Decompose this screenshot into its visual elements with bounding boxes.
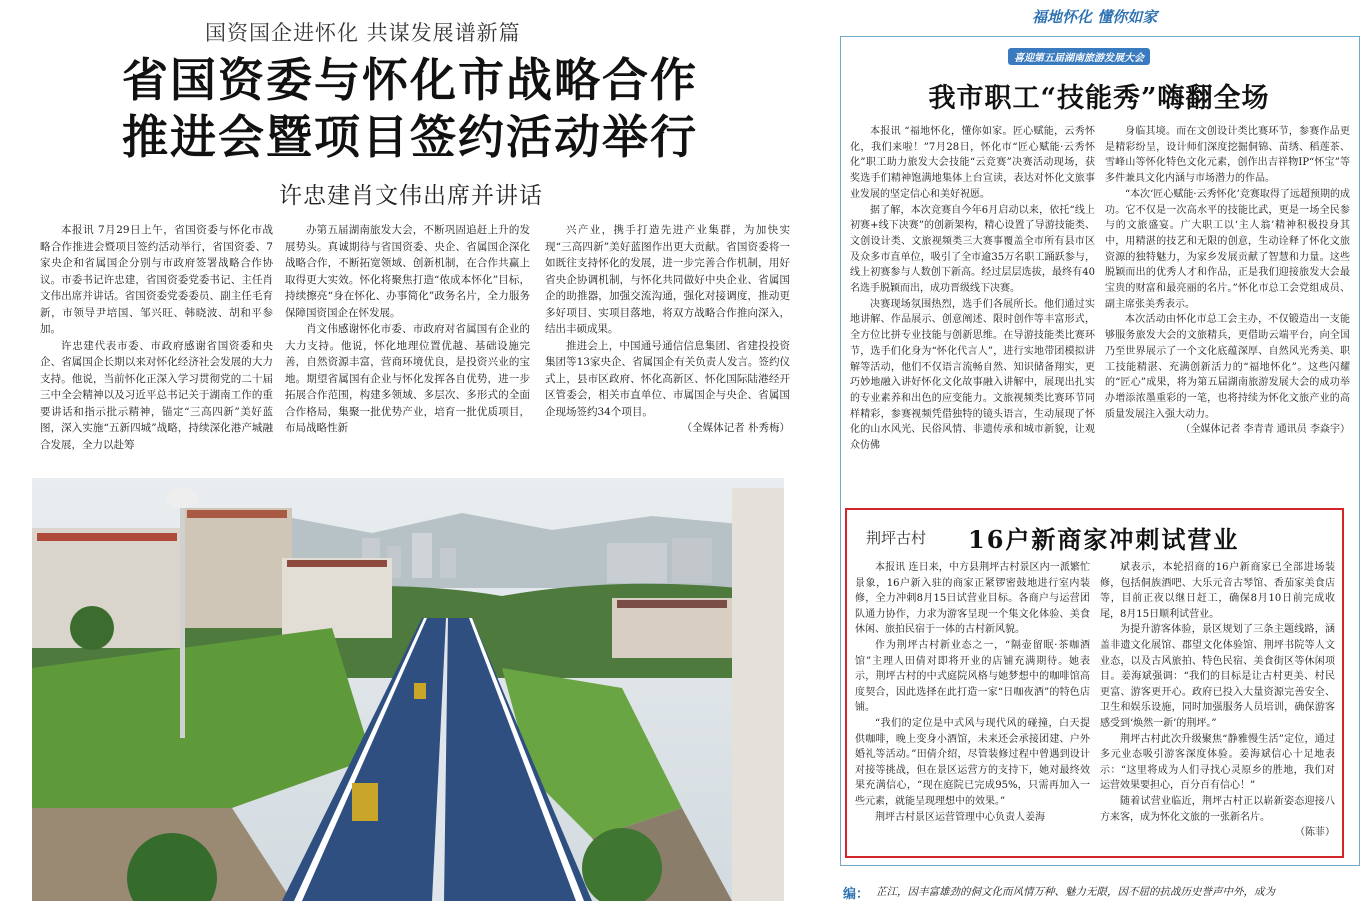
right-headline: 我市职工“技能秀”嗨翻全场 <box>928 83 1270 114</box>
paragraph: 决赛现场氛围热烈，选手们各展所长。他们通过实地讲解、作品展示、创意阐述、限时创作等丰富形式，全方位比拼专业技能与创新思维。在导游技能类比赛环节，选手们化身为“怀化代言人”，进行实地带团模拟讲解等活动，他们不仅语言流畅自然、知识储备翔实，更巧妙地融入讲好怀化文化故事融入讲解中，展现出扎实的专业素养和出色的应变能力。文旅视频类比赛环节同样精彩，参赛视频凭借独特的镜头语言，生动展现了怀化的山水风光、民俗风情、非遗传承和城市新貌，让观众仿佛 <box>850 298 1095 452</box>
paragraph: 随着试营业临近，荆坪古村正以崭新姿态迎接八方来客，成为怀化文旅的一张新名片。 <box>1100 795 1335 823</box>
paragraph: 据了解，本次竞赛自今年6月启动以来，依托“线上初赛+线下决赛”的创新架构，精心设置了导游技能类、文创设计类、文旅视频类三大赛事覆盖全市所有县市区及众多市直单位，吸引了全市逾35万名职工踊跃参与，线上初赛参与人数创下新高。经过层层选拔，最终有40名选手脱颖而出，成功晋级线下决赛。 <box>850 204 1095 295</box>
paragraph: 荆坪古村景区运营管理中心负责人姜海 <box>875 811 1045 823</box>
paragraph: 作为荆坪古村新业态之一，“隔壶留眠·茶咖酒馆”主理人田倩对即将开业的店铺充满期待。她表示，荆坪古村的中式庭院风格与她梦想中的咖啡馆高度契合，因此选择在此打造一家“日咖夜酒”的特色店铺。 <box>855 639 1090 714</box>
box-title: 16户新商家冲刺试营业 <box>968 525 1240 554</box>
article-subhead: 许忠建肖文伟出席并讲话 <box>279 183 543 209</box>
box-place: 荆坪古村 <box>866 529 927 547</box>
headline-line-1: 省国资委与怀化市战略合作 <box>122 53 698 107</box>
paragraph: 肖文伟感谢怀化市委、市政府对省属国有企业的大力支持。他说，怀化地理位置优越、基础设施完善，自然资源丰富，营商环境优良，是投资兴业的宝地。期望省属国有企业与怀化发挥各自优势，进一步拓展合作范围，构建多领域、多层次、多形式的全面合作格局，集聚一批优势产业，培育一批优质项目，布局战略性新 <box>285 323 530 434</box>
paragraph: 推进会上，中国通号通信信息集团、省建投投资集团等13家央企、省属国企有关负责人发言。签约仪式上，县市区政府、怀化高新区、怀化国际陆港经开区管委会，相关市直单位、市属国企与央企、省属国企现场签约34个项目。 <box>545 339 790 418</box>
right-column-1 <box>850 124 1095 454</box>
paragraph: 兴产业，携手打造先进产业集群，为加快实现“三高四新”美好蓝图作出更大贡献。省国资委将一如既往支持怀化的发展，进一步完善合作机制，用好省央企协调机制，与怀化共同做好中央企业、省属国企的助推器，加强交流沟通，强化对接调度，推动更多好项目、实项目落地，将双方战略合作推向深入，结出丰硕成果。 <box>545 224 790 335</box>
photo-illustration <box>32 478 784 901</box>
paragraph: “本次‘匠心赋能·云秀怀化’竞赛取得了远超预期的成功。它不仅是一次高水平的技能比武，更是一场全民参与的文旅盛宴。广大职工以‘主人翁’精神积极投身其中，用精湛的技艺和无限的创意，生动诠释了怀化文旅资源的独特魅力，为家乡发展贡献了智慧和力量。这些脱颖而出的优秀人才和作品，正是我们迎接旅发大会最宝贵的财富和最亮丽的名片。”怀化市总工会党组成员、副主席张美秀表示。 <box>1105 188 1350 310</box>
paragraph: 办第五届湖南旅发大会，不断巩固追赶上升的发展势头。真诚期待与省国资委、央企、省属国企深化战略合作，不断拓宽领域、创新机制，在合作共赢上取得更大实效。怀化将聚焦打造“侬成本怀化”目标，持续擦亮“身在怀化、办事简化”政务名片，全力服务保障国资国企在怀发展。 <box>285 224 530 319</box>
aerial-road-photo <box>32 478 784 901</box>
bottom-strip-label: 编： <box>843 887 870 902</box>
banner-event-name: 喜迎第五届湖南旅游发展大会 <box>1008 48 1150 65</box>
paragraph: 本报讯 7月29日上午，省国资委与怀化市战略合作推进会暨项目签约活动举行，省国资委、7家央企和省属国企分别与市政府签署战略合作协议。市委书记许忠建，省国资委党委书记、主任肖文伟出席并讲话。省国资委党委委员、副主任毛育新，市领导尹培国、邹兴旺、韩晓波、胡和平参加。 <box>40 224 273 335</box>
article-column-3 <box>545 222 790 437</box>
article-column-1 <box>40 222 273 453</box>
article-kicker: 国资国企进怀化 共谋发展谱新篇 <box>205 21 521 45</box>
article-credit: （全媒体记者 李青青 通讯员 李焱宇） <box>1180 424 1350 436</box>
paragraph: 本报讯 连日来，中方县荆坪古村景区内一派繁忙景象，16户新入驻的商家正紧锣密鼓地进行室内装修，全力冲刺8月15日试营业目标。各商户与运营团队通力协作，力求为游客呈现一个集文化体验、美食休闲、旅拍民宿于一体的古村新风貌。 <box>855 562 1090 636</box>
paragraph: 本报讯 “福地怀化，懂你如家。匠心赋能，云秀怀化，我们来啦！”7月28日，怀化市“匠心赋能·云秀怀化”职工助力旅发大会技能“云竞赛”决赛活动现场，获奖选手们精神饱满地集体上台宣读，表达对怀化文旅事业发展的坚定信心和美好祝愿。 <box>850 126 1095 200</box>
banner-slogan: 福地怀化 懂你如家 <box>1032 8 1158 26</box>
paragraph: 本次活动由怀化市总工会主办，不仅锻造出一支能够服务旅发大会的文旅精兵，更借助云端平台，向全国乃至世界展示了一个文化底蕴深厚、自然风光秀美、职工技能精湛、充满创新活力的“福地怀化”。这些闪耀的“匠心”成果，将为第五届湖南旅游发展大会的成功举办增添浓墨重彩的一笔，也将持续为怀化文旅产业的高质量发展注入强大动力。 <box>1105 314 1350 420</box>
box-column-1 <box>855 560 1090 825</box>
article-credit: （陈菲） <box>1295 827 1335 839</box>
paragraph: 许忠建代表市委、市政府感谢省国资委和央企、省属国企长期以来对怀化经济社会发展的大力支持。他说，当前怀化正深入学习贯彻党的二十届三中全会精神以及习近平总书记关于湖南工作的重要讲话和指示批示精神，锚定“三高四新”美好蓝图，深入实施“五新四城”战略，持续深化港产城融合发展，全力以赴筹 <box>40 339 273 451</box>
paragraph: 为提升游客体验，景区规划了三条主题线路，涵盖非遗文化展馆、郡望文化体验馆、荆坪书院等人文业态，以及古风旅拍、特色民宿、美食街区等休闲项目。姜海斌强调：“我们的目标是让古村更美、村民更富、游客更开心。政府已投入大量资源完善安全、卫生和娱乐设施，同时加强服务人员培训，确保游客感受到‘焕然一新’的荆坪。” <box>1100 624 1335 729</box>
box-column-2 <box>1100 560 1335 841</box>
article-credit: （全媒体记者 朴秀梅） <box>681 422 790 434</box>
headline-line-2: 推进会暨项目签约活动举行 <box>122 110 698 164</box>
bottom-strip-text: 芷江，因丰富雄劲的侗文化而风情万种、魅力无限，因不屈的抗战历史誉声中外，成为 <box>876 886 1275 898</box>
article-column-2 <box>285 222 530 437</box>
paragraph: 荆坪古村此次升级聚焦“静雅慢生活”定位，通过多元业态吸引游客深度体验。姜海斌信心十足地表示：“这里将成为人们寻找心灵原乡的胜地，我们对运营效果要担心，百分百有信心！” <box>1100 733 1335 792</box>
paragraph: 身临其境。而在文创设计类比赛环节，参赛作品更是精彩纷呈，设计师们深度挖掘侗锦、苗绣、稻莲茶、雪峰山等怀化特色文化元素，创作出吉祥物IP“怀宝”等多件兼具文化内涵与市场潜力的作品。 <box>1105 126 1350 185</box>
event-banner <box>990 4 1250 64</box>
paragraph: 斌表示，本轮招商的16户新商家已全部进场装修，包括侗族酒吧、大乐元音古琴馆、香茄家美食店等，目前正夜以继日赶工，确保8月10日前完成收尾，8月15日顺利试营业。 <box>1100 562 1335 620</box>
paragraph: “我们的定位是中式风与现代风的碰撞，白天提供咖啡，晚上变身小酒馆，未来还会承接团建、户外婚礼等活动。”田倩介绍，尽管装修过程中曾遇到设计对接等挑战，但在景区运营方的支持下，她对最终效果充满信心，“现在庭院已完成95%，只需再加入一些元素，就能呈现理想中的效果。” <box>855 717 1090 807</box>
right-column-2 <box>1105 124 1350 438</box>
